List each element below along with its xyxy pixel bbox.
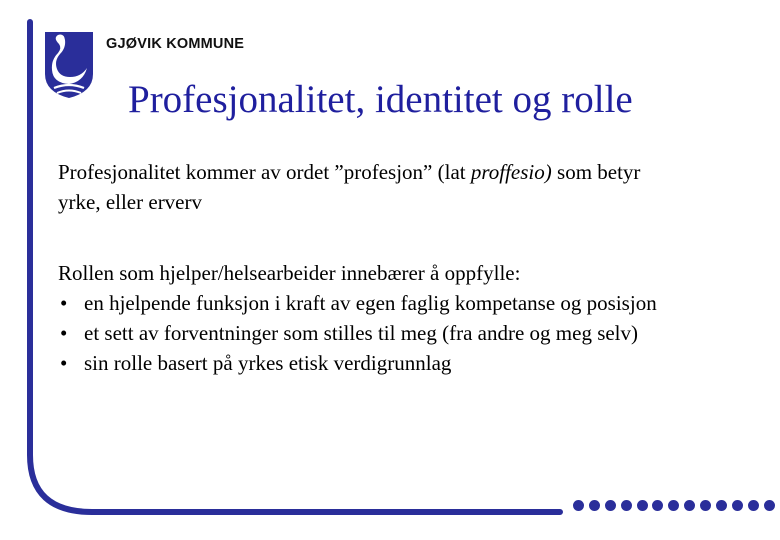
- decorative-dot: [637, 500, 648, 511]
- decorative-dot: [652, 500, 663, 511]
- list-item: • sin rolle basert på yrkes etisk verdigrunnlag: [58, 348, 657, 378]
- decorative-dot: [573, 500, 584, 511]
- decorative-dot-row: [573, 500, 775, 516]
- list-item: • et sett av forventninger som stilles til meg (fra andre og meg selv): [58, 318, 657, 348]
- role-intro: Rollen som hjelper/helsearbeider innebærer å oppfylle:: [58, 261, 521, 285]
- paragraph-role: [58, 258, 657, 378]
- definition-line-1: [58, 157, 640, 187]
- decorative-dot: [684, 500, 695, 511]
- decorative-dot: [732, 500, 743, 511]
- decorative-dot: [764, 500, 775, 511]
- decorative-dot: [605, 500, 616, 511]
- swan-shield-logo-icon: [43, 30, 95, 100]
- decorative-dot: [716, 500, 727, 511]
- role-bullet-list: [58, 288, 657, 378]
- paragraph-definition: [58, 157, 640, 217]
- brand-name: GJØVIK KOMMUNE: [106, 36, 245, 52]
- list-item: • en hjelpende funksjon i kraft av egen faglig kompetanse og posisjon: [58, 288, 657, 318]
- decorative-dot: [589, 500, 600, 511]
- definition-line-2: yrke, eller erverv: [58, 190, 202, 214]
- decorative-dot: [748, 500, 759, 511]
- definition-lead: Profesjonalitet kommer av ordet ”profesjon” (lat: [58, 160, 471, 184]
- decorative-dot: [700, 500, 711, 511]
- decorative-dot: [621, 500, 632, 511]
- definition-italic: proffesio): [470, 160, 552, 184]
- page-title: Profesjonalitet, identitet og rolle: [128, 78, 633, 121]
- definition-trail: som betyr: [551, 160, 641, 184]
- decorative-dot: [668, 500, 679, 511]
